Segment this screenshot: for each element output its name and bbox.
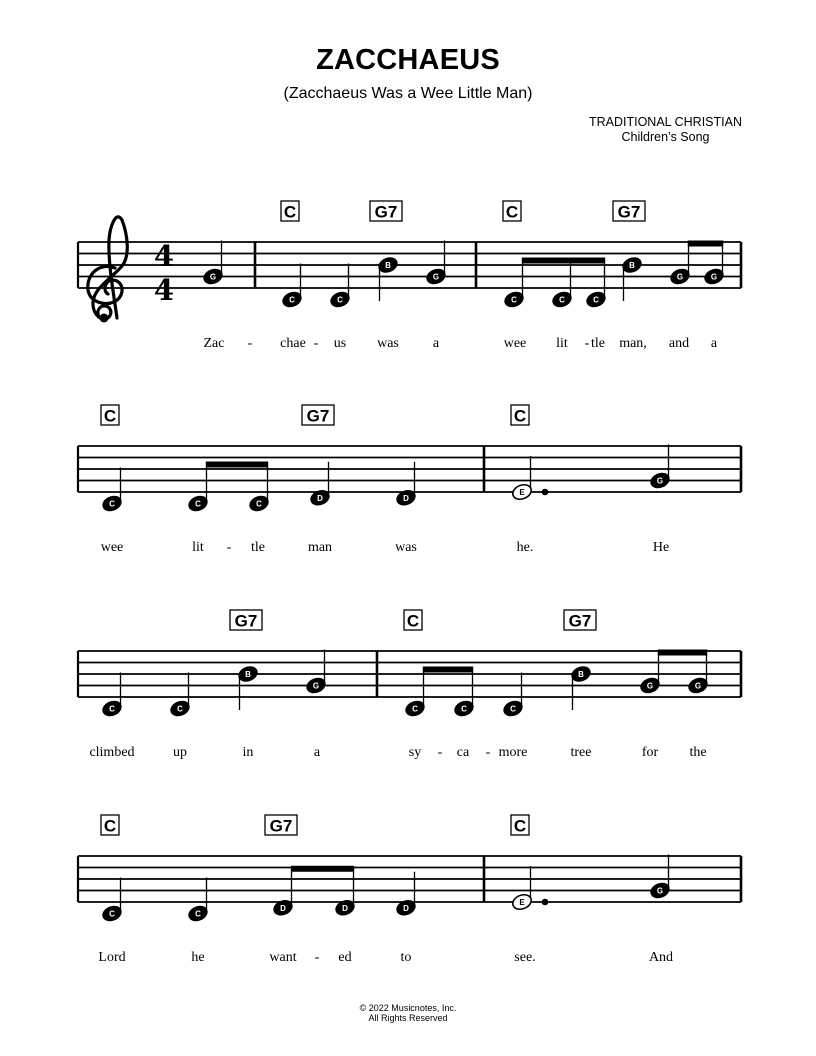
staff-system-1 (78, 201, 741, 351)
chord-label: G7 (234, 611, 258, 631)
note-name: G (656, 476, 664, 486)
note (669, 241, 692, 287)
note-name: C (109, 704, 115, 714)
note-name: C (109, 909, 115, 919)
chord-symbol (613, 201, 645, 222)
note (453, 673, 476, 719)
note-name: C (195, 909, 201, 919)
note (649, 445, 672, 491)
note-name: B (578, 670, 584, 679)
note (551, 264, 574, 310)
note-name: C (289, 295, 295, 305)
chord-label: C (283, 202, 297, 222)
dot (542, 899, 549, 906)
lyric-syllable: And (648, 950, 674, 965)
note (329, 264, 352, 310)
note (377, 255, 400, 301)
note-name: C (337, 295, 343, 305)
note (503, 264, 526, 310)
time-signature-top: 4 (153, 239, 175, 273)
lyric-syllable: man, (619, 336, 647, 351)
note-name: C (109, 499, 115, 509)
note (639, 650, 662, 696)
beam (658, 650, 707, 656)
lyric-syllable: - (247, 336, 253, 351)
lyric-syllable: lit (192, 540, 204, 555)
chord-label: C (103, 406, 117, 426)
note-name: C (195, 499, 201, 509)
note-name: E (519, 488, 525, 497)
lyric-syllable: ed (338, 950, 352, 965)
note (101, 878, 124, 924)
chord-symbol (265, 815, 297, 836)
chord-symbol (101, 815, 119, 836)
lyric-syllable: a (710, 336, 718, 351)
treble-clef-icon (88, 217, 127, 323)
note-name: D (342, 903, 348, 913)
copyright-line: © 2022 Musicnotes, Inc. (359, 1003, 457, 1013)
lyric-syllable: - (485, 745, 491, 760)
lyric-syllable: Zac (203, 336, 225, 351)
note (101, 673, 124, 719)
lyric-syllable: in (242, 745, 254, 760)
lyric-syllable: wee (100, 540, 124, 555)
note (511, 866, 549, 912)
note-name: G (432, 272, 440, 282)
lyric-syllable: - (437, 745, 443, 760)
chord-symbol (281, 201, 299, 222)
note (687, 650, 710, 696)
song-subtitle: (Zacchaeus Was a Wee Little Man) (283, 85, 533, 102)
note (511, 456, 549, 502)
note-name: D (403, 493, 409, 503)
chord-symbol (564, 610, 596, 631)
note (187, 468, 210, 514)
chord-symbol (511, 405, 529, 426)
note (570, 664, 593, 710)
chord-label: G7 (374, 202, 398, 222)
chord-symbol (404, 610, 422, 631)
note-name: G (710, 272, 718, 282)
lyric-syllable: us (333, 336, 347, 351)
chord-label: C (513, 406, 527, 426)
lyric-syllable: he (191, 950, 205, 965)
rights-line: All Rights Reserved (368, 1013, 448, 1023)
time-signature-bottom: 4 (153, 273, 175, 307)
note-name: G (312, 681, 320, 691)
chord-label: C (406, 611, 420, 631)
lyric-syllable: - (314, 950, 320, 965)
note (502, 673, 525, 719)
lyric-syllable: sy (408, 745, 422, 760)
note (169, 673, 192, 719)
lyric-syllable: man (307, 540, 333, 555)
lyric-syllable: a (432, 336, 440, 351)
song-title: ZACCHAEUS (316, 44, 500, 76)
lyric-syllable: chae (280, 336, 306, 351)
chord-symbol (503, 201, 521, 222)
lyric-syllable: the (689, 745, 707, 760)
clef-dot (100, 314, 109, 323)
note (621, 255, 644, 301)
lyric-syllable: and (668, 336, 690, 351)
chord-label: G7 (617, 202, 641, 222)
chord-symbol (370, 201, 402, 222)
beam (291, 866, 354, 872)
note-name: B (629, 261, 635, 270)
note (585, 264, 608, 310)
note (404, 673, 427, 719)
lyric-syllable: he. (516, 540, 534, 555)
chord-symbol (230, 610, 262, 631)
lyric-syllable: wee (503, 336, 527, 351)
note-name: G (656, 886, 664, 896)
note-name: C (177, 704, 183, 714)
staff-system-2 (78, 405, 741, 555)
note (649, 855, 672, 901)
note-name: D (317, 493, 323, 503)
composer-line-1: TRADITIONAL CHRISTIAN (588, 115, 742, 129)
lyric-syllable: to (400, 950, 412, 965)
lyric-syllable: up (173, 745, 187, 760)
note-name: C (511, 295, 517, 305)
chord-label: C (103, 816, 117, 836)
lyric-syllable: was (377, 336, 399, 351)
lyric-syllable: climbed (89, 745, 135, 760)
time-signature (154, 239, 174, 307)
lyric-syllable: tree (570, 745, 592, 760)
beam (522, 258, 605, 264)
chord-label: G7 (568, 611, 592, 631)
note-name: G (646, 681, 654, 691)
note-name: G (209, 272, 217, 282)
note-name: C (593, 295, 599, 305)
note-name: G (676, 272, 684, 282)
note-name: C (461, 704, 467, 714)
chord-label: G7 (306, 406, 330, 426)
chord-symbol (302, 405, 334, 426)
note-name: G (694, 681, 702, 691)
beam (206, 462, 268, 468)
beam (423, 667, 473, 673)
lyric-syllable: lit (556, 336, 568, 351)
staff-system-4 (78, 815, 741, 965)
chord-label: C (505, 202, 519, 222)
copyright-notice (0, 1003, 816, 1023)
lyric-syllable: tle (591, 336, 605, 351)
note-name: C (256, 499, 262, 509)
lyric-syllable: tle (251, 540, 265, 555)
lyric-syllable: ca (456, 745, 470, 760)
note-name: E (519, 898, 525, 907)
beam (688, 241, 723, 247)
lyric-syllable: - (584, 336, 590, 351)
note (202, 241, 225, 287)
lyric-syllable: for (641, 745, 659, 760)
lyric-syllable: was (395, 540, 417, 555)
note-name: D (403, 903, 409, 913)
note (248, 468, 271, 514)
lyric-syllable: He (652, 540, 670, 555)
note (187, 878, 210, 924)
note-name: B (385, 261, 391, 270)
composer-line-2: Children’s Song (621, 130, 710, 144)
note (237, 664, 260, 710)
lyric-syllable: more (498, 745, 528, 760)
lyric-syllable: - (226, 540, 232, 555)
dot (542, 489, 549, 496)
note (703, 241, 726, 287)
note (101, 468, 124, 514)
note (281, 264, 304, 310)
chord-symbol (101, 405, 119, 426)
chord-label: C (513, 816, 527, 836)
lyric-syllable: a (313, 745, 321, 760)
note (305, 650, 328, 696)
lyric-syllable: Lord (98, 950, 126, 965)
note (425, 241, 448, 287)
note-name: C (510, 704, 516, 714)
note-name: C (559, 295, 565, 305)
note-name: C (412, 704, 418, 714)
note-name: D (280, 903, 286, 913)
lyric-syllable: see. (514, 950, 536, 965)
chord-symbol (511, 815, 529, 836)
chord-label: G7 (269, 816, 293, 836)
staff-system-3 (78, 610, 741, 760)
lyric-syllable: - (313, 336, 319, 351)
lyric-syllable: want (269, 950, 297, 965)
note-name: B (245, 670, 251, 679)
